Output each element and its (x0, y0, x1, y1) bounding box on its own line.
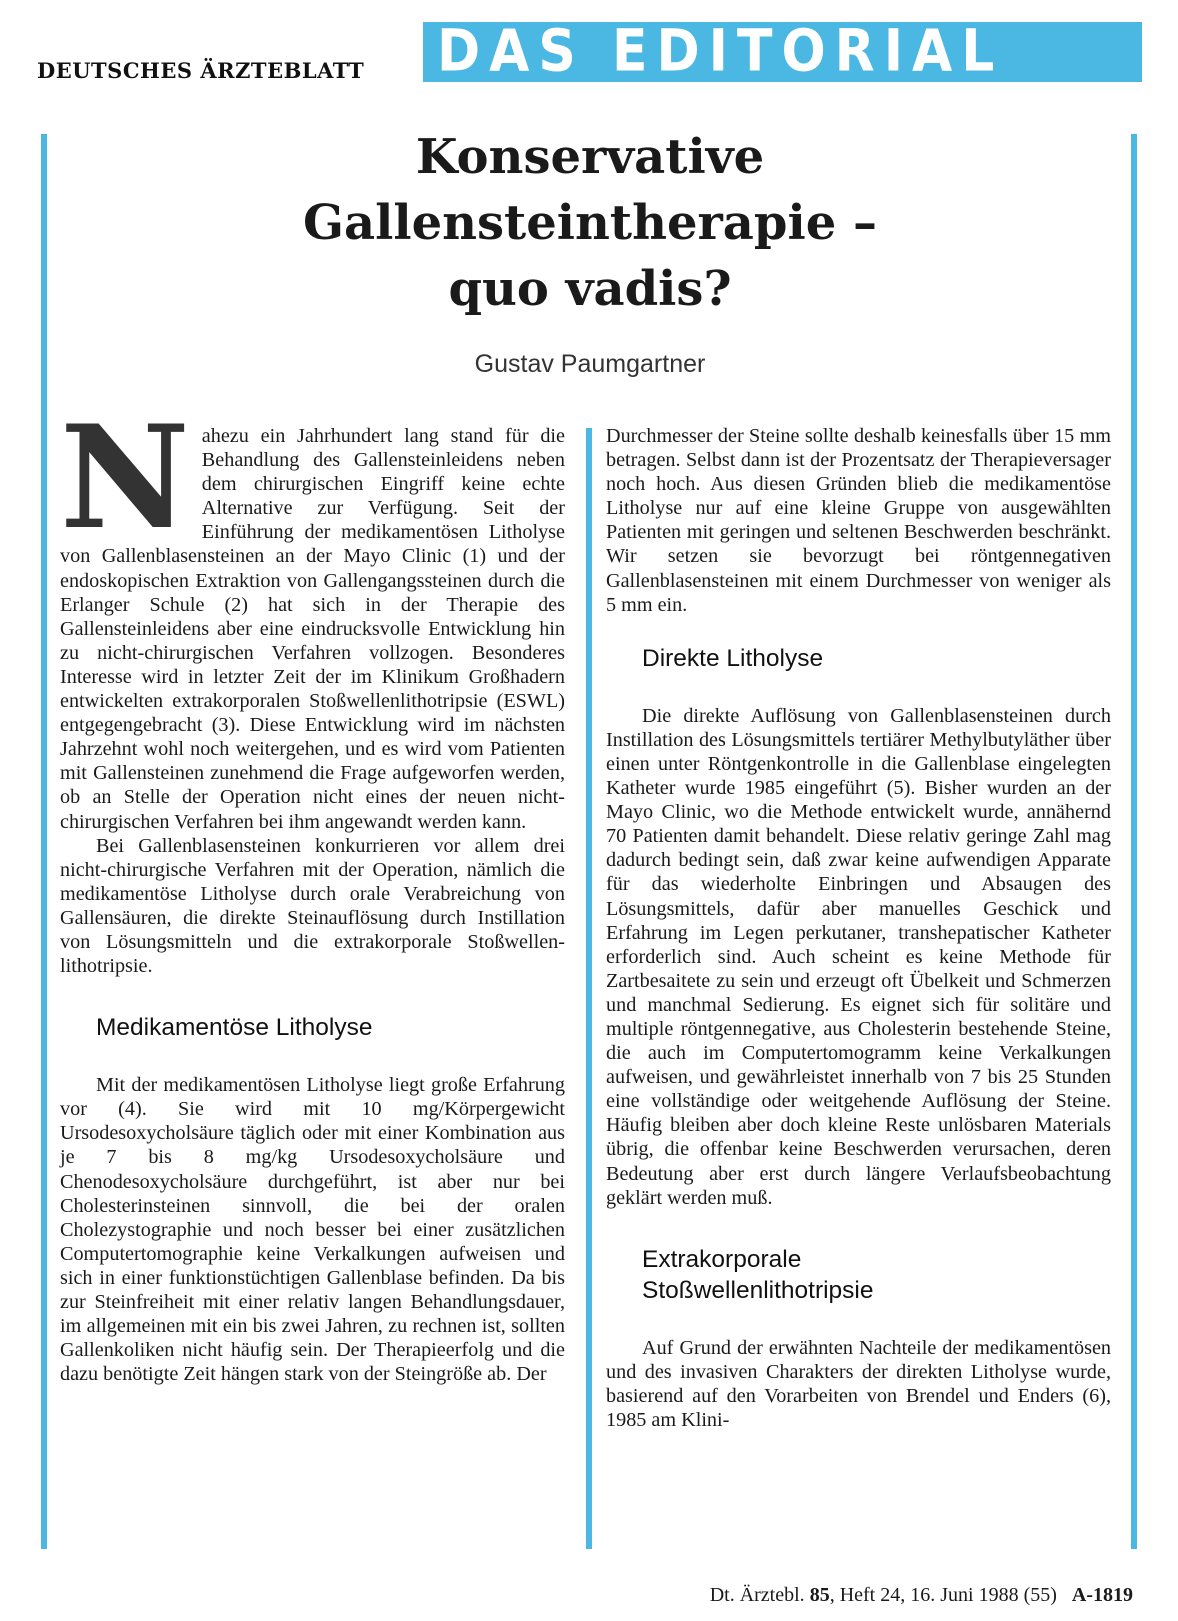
title-line: Gallensteintherapie – (303, 195, 877, 251)
paragraph: Mit der medikamentösen Litholyse liegt große Erfahrung vor (4). Sie wird mit 10 mg/Körpergewicht Ursodesoxycholsäure täglich oder mit einer Kombination aus je 7 bis 8 mg/kg Ursodesoxycholsäure und Chenodesoxycholsäure durchgeführt, ist aber nur bei Cholesterinsteinen sinnvoll, die bei der oralen Cholezystographie und noch besser bei einer zusätzlichen Computertomographie keine Verkalkungen aufweisen und sich in einer funktionstüchtigen Gallenblase befinden. Da bis zur Steinfreiheit mit einer relativ langen Behandlungsdauer, im allgemeinen mit ein bis zwei Jahren, zu rechnen ist, sollten Gallenkoliken nicht häufig sein. Der Therapieerfolg und die dazu benötigte Zeit hängen stark von der Steingröße ab. Der (60, 1074, 565, 1386)
article-title (150, 124, 1030, 322)
drop-cap: N (60, 395, 190, 561)
article-author: Gustav Paumgartner (474, 350, 706, 378)
paragraph: Die direkte Auflösung von Gallenblasensteinen durch Instillation des Lösungsmittels tertiärer Methylbutyläther über einen unter Röntgenkontrolle in die Gallenblase eingelegten Katheter wurde 1985 eingeführt (5). Bisher wurden an der Mayo Clinic, wo die Methode entwickelt wurde, annähernd 70 Patienten damit behandelt. Diese relativ geringe Zahl mag dadurch bedingt sein, daß zwar keine aufwendigen Apparate für das wiederholte Einbringen und Absaugen des Lösungsmittels, dafür aber manuelles Geschick und Erfahrung im Legen perkutaner, transhepatischer Katheter erforderlich sind. Auch scheint es keine Methode für Zartbesaitete zu sein und erzeugt oft Übelkeit und Schmerzen und manchmal Sedierung. Es eignet sich für solitäre und multiple röntgennegative, aus Cholesterin bestehende Steine, die auch im Computertomogramm keine Verkalkungen aufweisen, und gewährleistet innerhalb von 7 bis 25 Stunden eine vollständige oder weitgehende Auflösung der Steine. Häufig bleiben aber doch kleine Reste unlösbaren Materials übrig, die offenbar keine Beschwerden verursachen, deren Bedeutung aber erst durch längere Verlaufsbeobachtung geklärt werden muß. (606, 704, 1111, 1209)
journal-name: DEUTSCHES ÄRZTEBLATT (37, 58, 365, 83)
left-column (60, 395, 565, 1386)
column-divider (586, 428, 592, 1549)
volume-number: 85 (809, 1584, 830, 1606)
journal-abbreviation: Dt. Ärztebl. (709, 1584, 805, 1606)
right-column (606, 424, 1111, 1432)
issue-date: , Heft 24, 16. Juni 1988 (55) (829, 1584, 1057, 1606)
title-line: Konservative (415, 129, 765, 185)
section-heading (642, 1244, 1111, 1306)
heading-line: Stoßwellenlithotripsie (642, 1276, 874, 1304)
right-rule (1131, 134, 1137, 1549)
paragraph: Durchmesser der Steine sollte deshalb keinesfalls über 15 mm betragen. Selbst dann ist der Prozentsatz der Therapieversager noch hoch. Aus diesen Gründen blieb die medikamentöse Litholyse nur auf eine kleine Gruppe von ausgewählten Patienten mit geringen und seltenen Beschwerden beschränkt. Wir setzen sie bevorzugt bei röntgennegativen Gallenblasensteinen mit einem Durchmesser von weniger als 5 mm ein. (606, 425, 1111, 616)
left-rule (41, 134, 47, 1549)
paragraph: Bei Gallenblasensteinen konkurrieren vor allem drei nicht-chirurgische Verfahren mit der Operation, nämlich die medikamentöse Litholyse durch orale Verabreichung von Gallensäuren, die direkte Steinauflösung durch Instillation von Lösungsmitteln und die extrakorporale Stoßwellenlithotripsie. (60, 834, 565, 978)
page-footer (710, 1584, 1133, 1607)
page-number: A-1819 (1071, 1584, 1133, 1606)
section-heading: Medikamentöse Litholyse (96, 1014, 373, 1042)
title-line: quo vadis? (448, 261, 732, 317)
paragraph (60, 395, 565, 834)
paragraph-text: ahezu ein Jahrhundert lang stand für die Behandlung des Gallensteinleidens neben dem chirurgischen Eingriff keine echte Alternative zur Verfügung. Seit der Einführung der medikamentösen Litholyse von Gallenblasensteinen an der Mayo Clinic (1) und der endoskopischen Extraktion von Gallengangssteinen durch die Erlanger Schule (2) hat sich in der Therapie des Gallensteinleidens aber eine eindrucksvolle Entwicklung hin zu nicht-chirurgischen Verfahren vollzogen. Besonderes Interesse wird in letzter Zeit der im Klinikum Großhadern entwickelten extrakorporalen Stoßwellenlithotripsie (ESWL) entgegengebracht (3). Diese Entwicklung wird im nächsten Jahrzehnt wohl noch weitergehen, und es wird vom Patienten mit Gallensteinen zunehmend die Frage aufgeworfen werden, ob an Stelle der Operation nicht eines der neuen nicht-chirurgischen Verfahren bei ihm angewandt werden kann. (60, 425, 565, 833)
section-heading: Direkte Litholyse (642, 644, 824, 672)
paragraph: Auf Grund der erwähnten Nachteile der medikamentösen und des invasiven Charakters der direkten Litholyse wurde, basierend auf den Vorarbeiten von Brendel und Enders (6), 1985 am Klini- (606, 1336, 1111, 1431)
heading-line: Extrakorporale (642, 1245, 802, 1273)
section-label: DAS EDITORIAL (437, 18, 1004, 86)
section-banner (423, 18, 1142, 86)
